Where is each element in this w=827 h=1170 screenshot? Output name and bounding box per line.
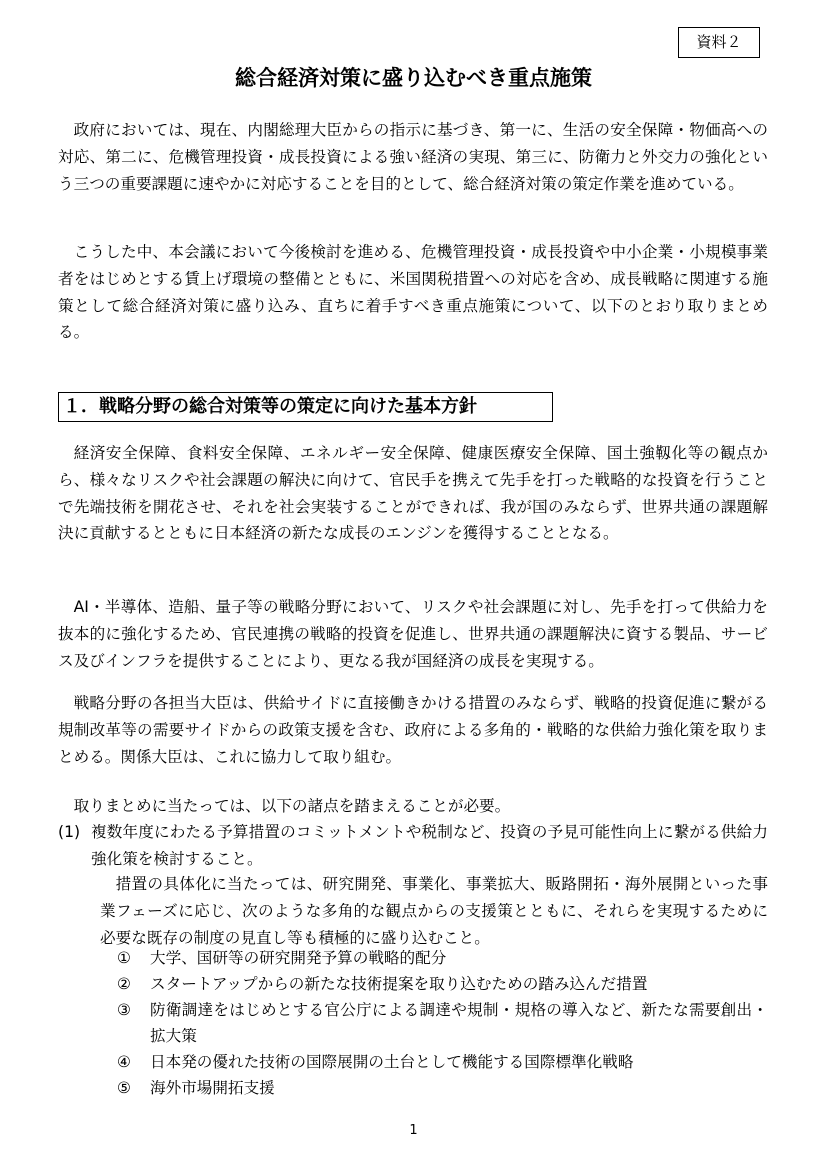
page-title: 総合経済対策に盛り込むべき重点施策 — [235, 66, 592, 90]
list-item-text: 防衛調達をはじめとする官公庁による調達や規制・規格の導入など、新たな需要創出・拡大策 — [150, 1001, 768, 1045]
list-marker: ③ — [117, 1001, 131, 1019]
section-heading: １．戦略分野の総合対策等の策定に向けた基本方針 — [58, 392, 553, 422]
item-detail-paragraph: 措置の具体化に当たっては、研究開発、事業化、事業拡大、販路開拓・海外展開といった事業フェーズに応じ、次のような多角的な観点からの支援策とともに、それらを実現するために必要な既存の制度の見直し等も積極的に盛り込むこと。 — [100, 875, 768, 947]
list-item — [117, 971, 768, 997]
intro-paragraph-2: こうした中、本会議において今後検討を進める、危機管理投資・成長投資や中小企業・小規模事業者をはじめとする賃上げ環境の整備とともに、米国関税措置への対応を含め、成長戦略に関連する施策として総合経済対策に盛り込み、直ちに着手すべき重点施策について、以下のとおり取りまとめる。 — [58, 243, 768, 342]
section-paragraph-2: AI・半導体、造船、量子等の戦略分野において、リスクや社会課題に対し、先手を打って供給力を抜本的に強化するため、官民連携の戦略的投資を促進し、世界共通の課題解決に資する製品、サービス及びインフラを提供することにより、更なる我が国経済の成長を実現する。 — [58, 598, 768, 670]
list-item-text: 日本発の優れた技術の国際展開の土台として機能する国際標準化戦略 — [150, 1053, 634, 1071]
list-marker: ① — [117, 949, 131, 967]
list-marker: ② — [117, 975, 131, 993]
list-item-text: 大学、国研等の研究開発予算の戦略的配分 — [150, 949, 447, 967]
list-item — [117, 1049, 768, 1075]
page-number: 1 — [409, 1123, 418, 1138]
measures-list — [117, 945, 768, 1101]
list-marker: ⑤ — [117, 1079, 131, 1097]
list-item — [117, 997, 768, 1049]
list-item — [117, 945, 768, 971]
consideration-item-1 — [58, 819, 768, 873]
item-number: (1) — [58, 823, 81, 841]
section-paragraph-3: 戦略分野の各担当大臣は、供給サイドに直接働きかける措置のみならず、戦略的投資促進に繋がる規制改革等の需要サイドからの政策支援を含む、政府による多角的・戦略的な供給力強化策を取りまとめる。関係大臣は、これに協力して取り組む。 — [58, 694, 768, 766]
considerations-lead: 取りまとめに当たっては、以下の諸点を踏まえることが必要。 — [73, 797, 511, 815]
list-marker: ④ — [117, 1053, 131, 1071]
document-label-box: 資料２ — [678, 27, 760, 58]
list-item-text: スタートアップからの新たな技術提案を取り込むための踏み込んだ措置 — [150, 975, 648, 993]
section-paragraph-1: 経済安全保障、食料安全保障、エネルギー安全保障、健康医療安全保障、国土強靱化等の観点から、様々なリスクや社会課題の解決に向けて、官民手を携えて先手を打った戦略的な投資を行うことで先端技術を開花させ、それを社会実装することができれば、我が国のみならず、世界共通の課題解決に貢献するとともに日本経済の新たな成長のエンジンを獲得することとなる。 — [58, 444, 768, 543]
list-item-text: 海外市場開拓支援 — [150, 1079, 275, 1097]
item-text: 複数年度にわたる予算措置のコミットメントや税制など、投資の予見可能性向上に繋がる供給力強化策を検討すること。 — [91, 823, 768, 868]
list-item — [117, 1075, 768, 1101]
intro-paragraph-1: 政府においては、現在、内閣総理大臣からの指示に基づき、第一に、生活の安全保障・物価高への対応、第二に、危機管理投資・成長投資による強い経済の実現、第三に、防衛力と外交力の強化という三つの重要課題に速やかに対応することを目的として、総合経済対策の策定作業を進めている。 — [58, 121, 768, 193]
